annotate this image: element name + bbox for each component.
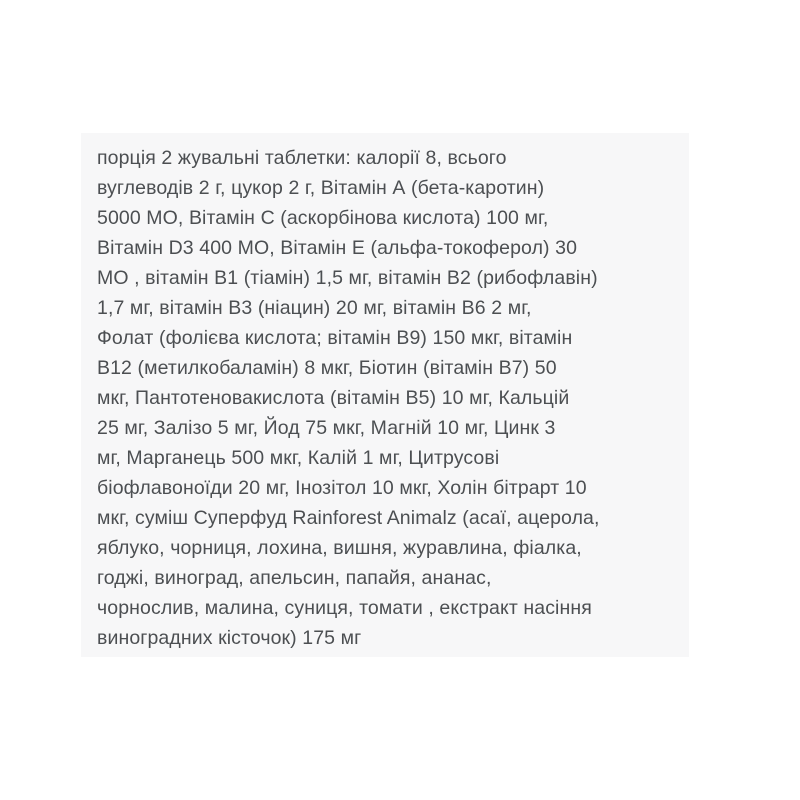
- text-line: чорнослив, малина, суниця, томати , екстракт насіння: [97, 597, 592, 619]
- text-line: В12 (метилкобаламін) 8 мкг, Біотин (вітамін В7) 50: [97, 357, 557, 379]
- text-line: 5000 МО, Вітамін С (аскорбінова кислота) 100 мг,: [97, 207, 549, 229]
- text-line: 25 мг, Залізо 5 мг, Йод 75 мкг, Магній 10 мг, Цинк 3: [97, 417, 556, 439]
- text-line: Вітамін D3 400 МО, Вітамін Е (альфа-токоферол) 30: [97, 237, 578, 259]
- text-line: вуглеводів 2 г, цукор 2 г, Вітамін А (бета-каротин): [97, 177, 545, 199]
- text-line: виноградних кісточок) 175 мг: [97, 627, 362, 649]
- text-line: МО , вітамін В1 (тіамін) 1,5 мг, вітамін В2 (рибофлавін): [97, 267, 598, 289]
- text-line: яблуко, чорниця, лохина, вишня, журавлина, фіалка,: [97, 537, 582, 559]
- text-line: Фолат (фолієва кислота; вітамін В9) 150 мкг, вітамін: [97, 327, 573, 349]
- text-line: мкг, Пантотеновакислота (вітамін В5) 10 мг, Кальцій: [97, 387, 570, 409]
- text-line: годжі, виноград, апельсин, папайя, ананас,: [97, 567, 492, 589]
- text-line: 1,7 мг, вітамін В3 (ніацин) 20 мг, вітамін В6 2 мг,: [97, 297, 532, 319]
- text-line: порція 2 жувальні таблетки: калорії 8, всього: [97, 147, 507, 169]
- nutrition-info-panel: [81, 133, 689, 657]
- text-line: мкг, суміш Суперфуд Rainforest Animalz (асаї, ацерола,: [97, 507, 600, 529]
- text-line: біофлавоноїди 20 мг, Інозітол 10 мкг, Холін бітрарт 10: [97, 477, 587, 499]
- text-line: мг, Марганець 500 мкг, Калій 1 мг, Цитрусові: [97, 447, 500, 469]
